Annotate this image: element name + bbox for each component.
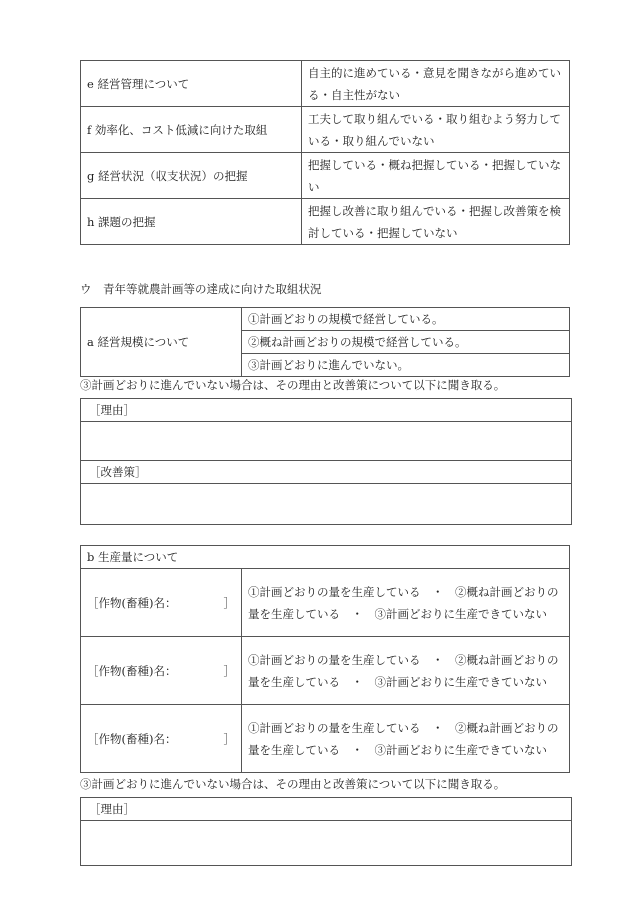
reason-field[interactable] [81,422,571,461]
item-options: 把握し改善に取り組んでいる・把握し改善策を検討している・把握していない [302,199,570,245]
reason-field-2[interactable] [81,821,571,865]
scale-option: ②概ね計画どおりの規模で経営している。 [242,331,570,354]
instruction-note: ③計画どおりに進んでいない場合は、その理由と改善策について以下に聞き取る。 [80,378,506,392]
crop-name-close: ］ [223,731,235,746]
table-row [81,569,570,637]
reason-label: ［理由］ [81,399,571,422]
crop-name-label: ［作物(畜種)名： [87,731,177,746]
crop-name-close: ］ [223,595,235,610]
scale-label: a 経営規模について [81,308,242,377]
item-label: f 効率化、コスト低減に向けた取組 [81,107,302,153]
item-options: 自主的に進めている・意見を聞きながら進めている・自主性がない [302,61,570,107]
section-heading: ウ 青年等就農計画等の達成に向けた取組状況 [80,282,322,296]
instruction-note-2: ③計画どおりに進んでいない場合は、その理由と改善策について以下に聞き取る。 [80,777,506,791]
crop-name-label: ［作物(畜種)名： [87,663,177,678]
scale-table [80,307,570,377]
item-label: g 経営状況（収支状況）の把握 [81,153,302,199]
table-row [81,637,570,705]
production-options: ①計画どおりの量を生産している ・ ②概ね計画どおりの量を生産している ・ ③計画どおりに生産できていない [242,637,570,705]
table-row [81,61,570,107]
reason-improvement-box [80,398,572,525]
item-options: 把握している・概ね把握している・把握していない [302,153,570,199]
crop-name-close: ］ [223,663,235,678]
production-title: b 生産量について [81,546,570,569]
scale-option: ①計画どおりの規模で経営している。 [242,308,570,331]
improvement-field[interactable] [81,484,571,524]
production-options: ①計画どおりの量を生産している ・ ②概ね計画どおりの量を生産している ・ ③計画どおりに生産できていない [242,569,570,637]
item-label: e 経営管理について [81,61,302,107]
table-row [81,107,570,153]
table-row [81,199,570,245]
improvement-label: ［改善策］ [81,461,571,484]
crop-name-cell [81,637,242,705]
item-options: 工夫して取り組んでいる・取り組むよう努力している・取り組んでいない [302,107,570,153]
crop-name-cell [81,569,242,637]
reason-box-2 [80,797,572,866]
production-table [80,545,570,773]
item-label: h 課題の把握 [81,199,302,245]
scale-option: ③計画どおりに進んでいない。 [242,354,570,377]
table-row [81,705,570,773]
crop-name-cell [81,705,242,773]
production-options: ①計画どおりの量を生産している ・ ②概ね計画どおりの量を生産している ・ ③計画どおりに生産できていない [242,705,570,773]
management-items-table [80,60,570,245]
reason-label-2: ［理由］ [81,798,571,821]
table-row [81,153,570,199]
crop-name-label: ［作物(畜種)名： [87,595,177,610]
